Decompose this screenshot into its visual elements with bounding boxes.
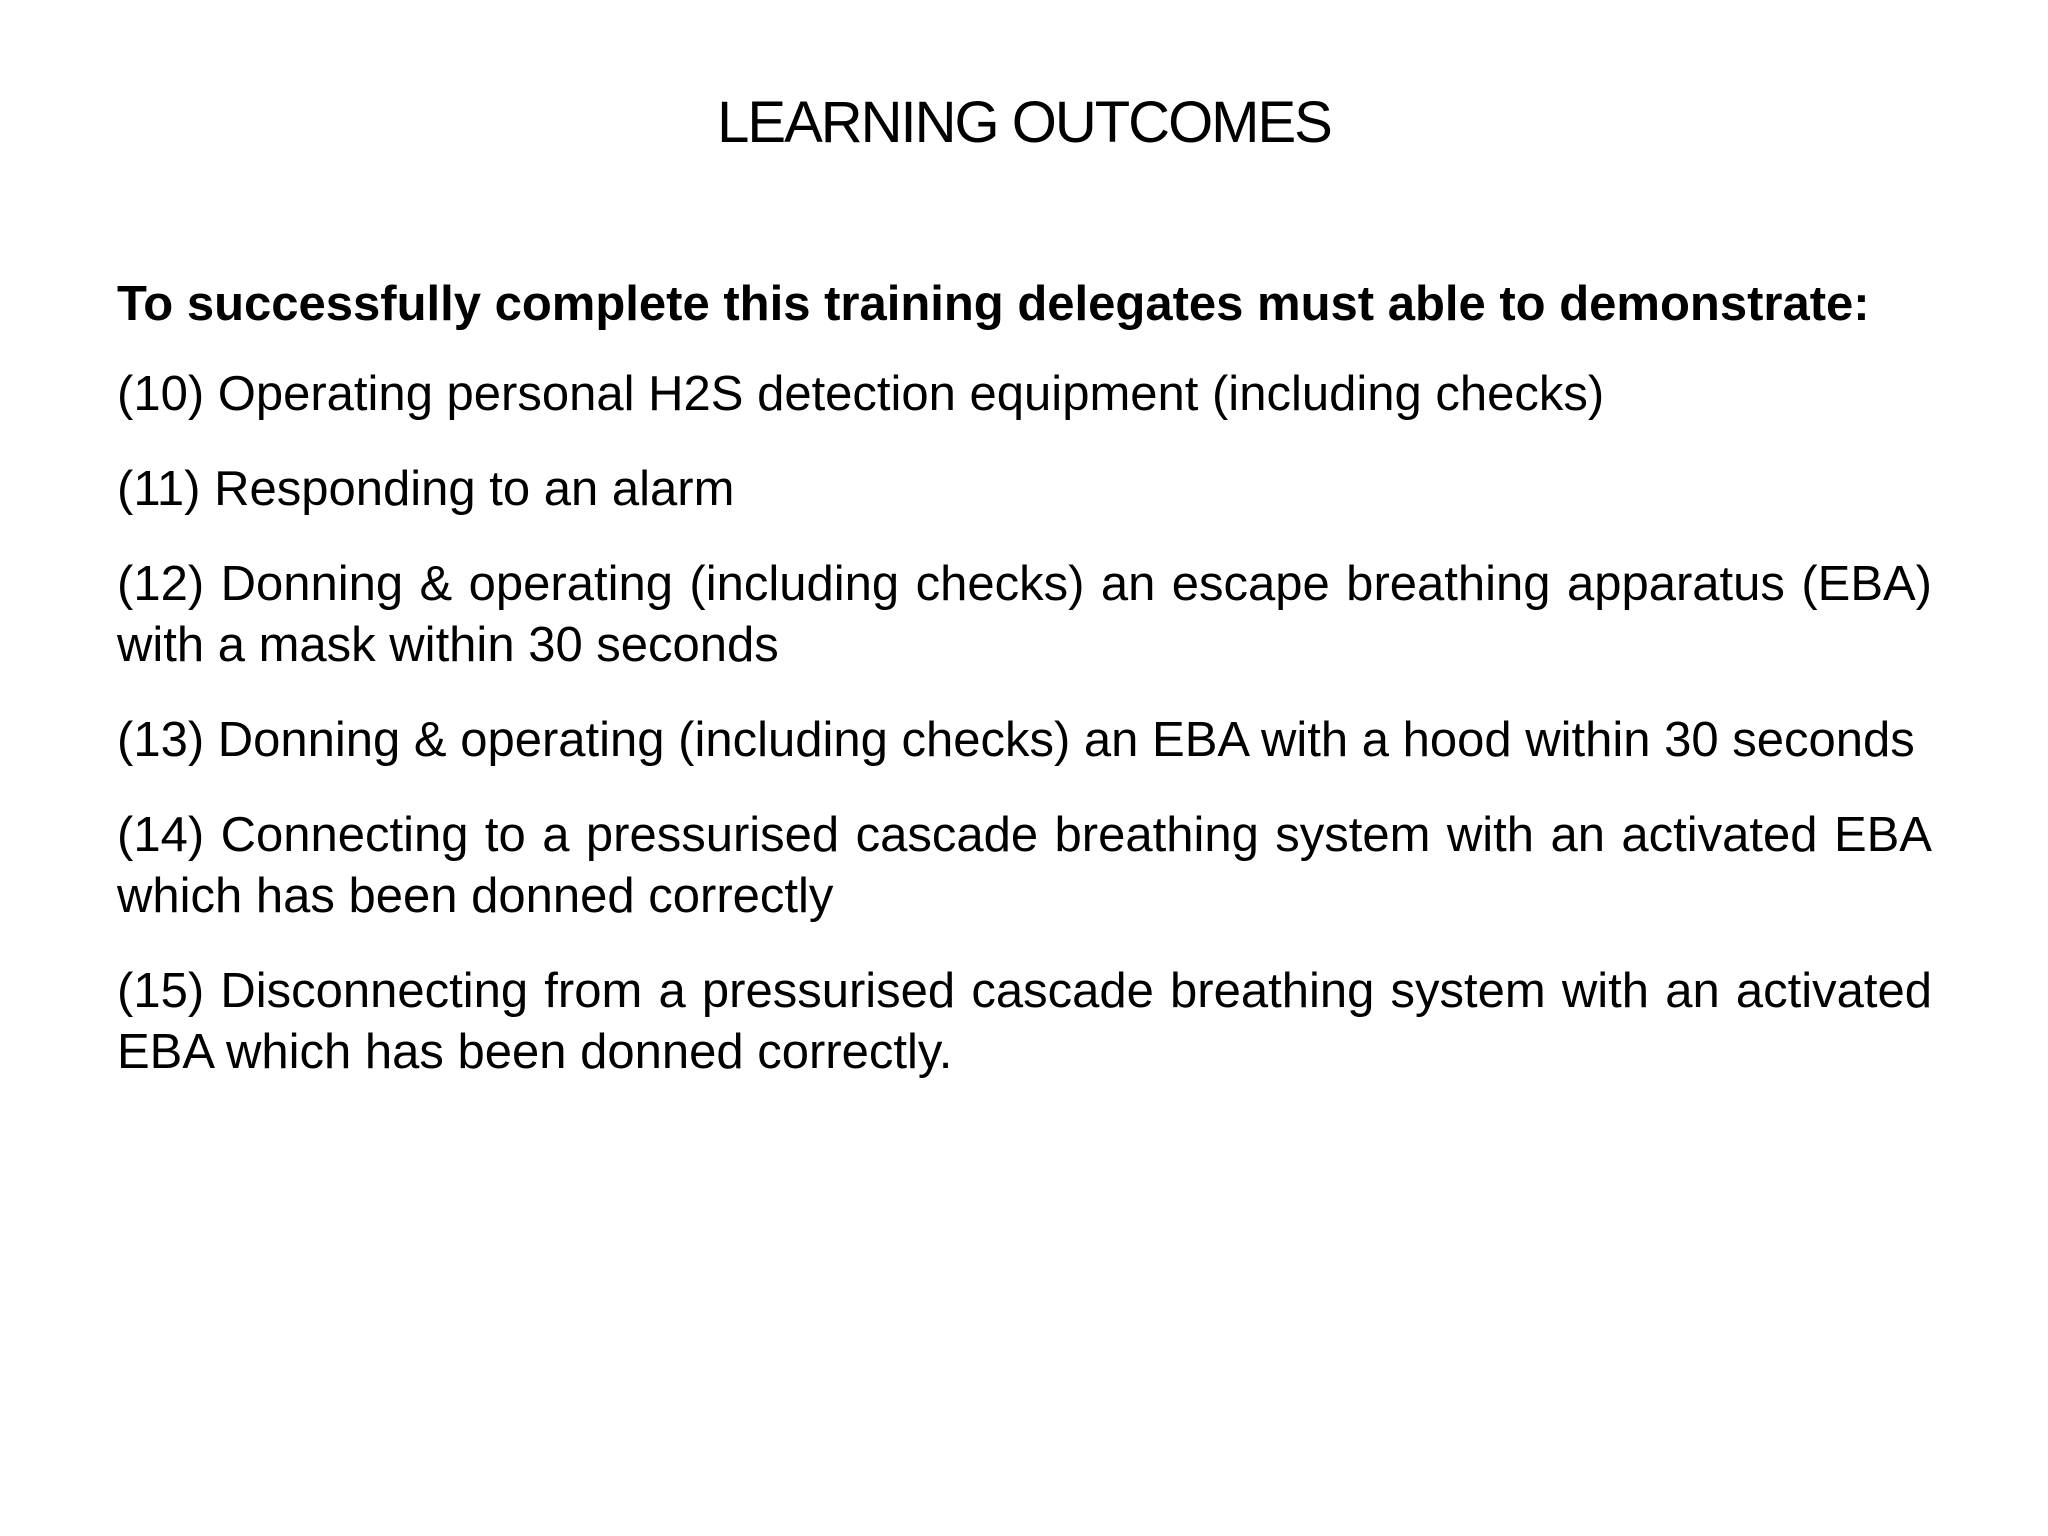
outcome-item-10: (10) Operating personal H2S detection equipment (including checks): [117, 367, 1605, 421]
slide-title: LEARNING OUTCOMES: [717, 90, 1331, 155]
outcome-item-13: (13) Donning & operating (including checks) an EBA with a hood within 30 seconds: [117, 713, 1915, 767]
learning-outcomes-list: [117, 364, 1932, 1083]
outcome-item-11: (11) Responding to an alarm: [117, 462, 735, 516]
outcome-item-14: (14) Connecting to a pressurised cascade breathing system with an activated EBA which has been donned correctly: [117, 808, 1932, 923]
outcome-item-12: (12) Donning & operating (including checks) an escape breathing apparatus (EBA) with a mask within 30 seconds: [117, 557, 1932, 672]
outcome-item-15: (15) Disconnecting from a pressurised cascade breathing system with an activated EBA which has been donned correctly.: [117, 964, 1932, 1079]
intro-text: To successfully complete this training delegates must able to demonstrate:: [117, 277, 1870, 331]
slide-content: [117, 272, 1932, 1117]
